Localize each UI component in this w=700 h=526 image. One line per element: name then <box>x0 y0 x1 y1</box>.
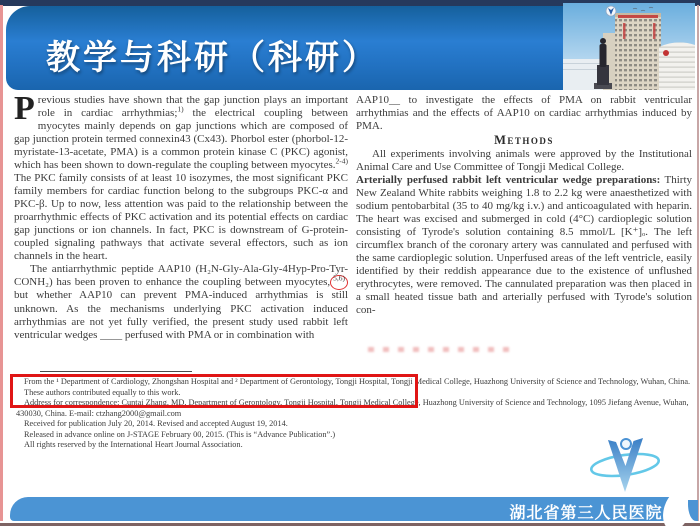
footnote-correspondence: Address for correspondence: Cuntai Zhang, MD, Department of Gerontology, Tongji Hospital, Tongji Medical College, Huazhong University of Science and Technology, 1095 Jiefang Avenue, Wuhan, 430030, China. E-mail: ctzhang2000@gmail.com <box>16 398 689 418</box>
logo-head <box>621 439 631 449</box>
red-logo-on-building <box>663 50 669 56</box>
paragraph-4: All experiments involving animals were approved by the Institutional Animal Care and Use Committee of Tongji Medical College. <box>356 147 692 173</box>
front-white-building <box>659 42 695 90</box>
footnote-equal-contribution: These authors contributed equally to this work. <box>24 387 181 397</box>
footnote-advance-online: Released in advance online on J-STAGE February 00, 2015. (This is “Advance Publication”.) <box>24 429 336 439</box>
reference-superscript: 5,6) <box>333 273 345 283</box>
hospital-building-photo <box>563 3 695 90</box>
highlight-box <box>10 374 418 408</box>
red-banner <box>623 23 626 39</box>
footnote-received: Received for publication July 20, 2014. Revised and accepted August 19, 2014. <box>24 419 288 429</box>
right-edge-line <box>697 5 699 521</box>
run-in-subheading: Arterially perfused rabbit left ventricular wedge preparations: <box>356 173 661 186</box>
hospital-logo-icon <box>586 431 664 504</box>
footnote-rights: All rights reserved by the International Heart Journal Association. <box>24 440 243 450</box>
footer-bar-tip <box>688 500 698 521</box>
statue-figure <box>600 44 607 67</box>
paragraph-5-text: Thirty New Zealand White rabbits weighing 1.8 to 2.2 kg were anaesthetized with sodium pentobarbital (35 to 40 mg/kg i.v.) and anticoagulated with heparin. The heart was excised and submerged in cold (4°C) cardioplegic solution consisting of Tyrode's solution containing 8.5 mmol/L [K⁺]ₒ. The left circumflex branch of the coronary artery was cannulated and perfused with the same cardioplegic solution. Unperfused areas of the left ventricle, easily identified by their reddish appearance due to the existence of unflushed erythrocytes, were removed. The cannulated preparation was then placed in a small heated tissue bath and arterially perfused with Tyrode's solution con- <box>356 173 693 317</box>
red-banner <box>653 23 656 39</box>
paragraph-1-text: the electrical coupling between myocytes mainly depends on gap junctions which are composed of gap junction protein termed connexin43 (Cx43). Phorbol ester (phorbol-12-myristate-13-acetate, PMA) is a common protein kinase C (PKC) agonist, which has been shown to down-regulate the coupling between myocytes. <box>14 107 348 172</box>
reference-superscript: 1) <box>177 104 184 114</box>
left-edge-line <box>0 5 3 521</box>
paragraph-5 <box>356 174 692 317</box>
faded-red-marks <box>368 347 518 352</box>
paragraph-2-text: The antiarrhythmic peptide AAP10 (H₂N-Gly-Ala-Gly-4Hyp-Pro-Tyr-CONH₂) has been proven to enhance the coupling between myocytes, <box>14 263 348 289</box>
paper-left-column <box>14 90 348 342</box>
paragraph-1-text: The PKC family consists of at least 10 isozymes, the most significant PKC family members for cardiac function belong to the subgroups PKC-α and PKC-β. Up to now, less attention was paid to the relationship between the proarrhythmic effects of PKC activation and its potential effects on cardiac gap junctions or ion channels. In fact, PKC is downstream of G-protein-coupled signaling pathways that activate several effectors, such as ion channels in the heart. <box>14 172 348 263</box>
paragraph-3: AAP10__ to investigate the effects of PMA on rabbit ventricular arrhythmias and the effects of AAP10 on cardiac arrhythmias induced by PMA. <box>356 94 692 133</box>
slide-title: 教学与科研（科研） <box>46 38 379 78</box>
statue-pedestal <box>597 65 609 85</box>
dropcap-letter: P <box>14 90 35 127</box>
rooftop-red-sign <box>618 15 658 18</box>
paragraph-1-text: revious studies have shown that the gap junction plays an important role in cardiac arrhythmias; <box>37 94 348 120</box>
paragraph-2-text: but whether AAP10 can prevent PMA-induced arrhythmias is still unknown. As the mechanisms underlying PKC activation induced arrhythmias are not yet fully verified, the present study used rabbit left ventricular wedges ____ perfused with PMA or in combination with <box>14 289 348 341</box>
paragraph-2 <box>14 263 348 341</box>
methods-heading: Methods <box>494 133 554 148</box>
hospital-name-label: 湖北省第三人民医院 <box>509 505 663 522</box>
paper-right-column <box>356 94 692 317</box>
paragraph-1 <box>14 90 348 263</box>
reference-superscript: 2-4) <box>335 156 348 166</box>
footnote-affiliations: From the ¹ Department of Cardiology, Zhongshan Hospital and ² Department of Gerontology, Tongji Hospital, Tongji Medical College, Huazhong University of Science and Technology, Wuhan, China. <box>24 377 691 386</box>
red-circle-annotation <box>330 275 348 290</box>
footnote-separator <box>40 371 192 372</box>
